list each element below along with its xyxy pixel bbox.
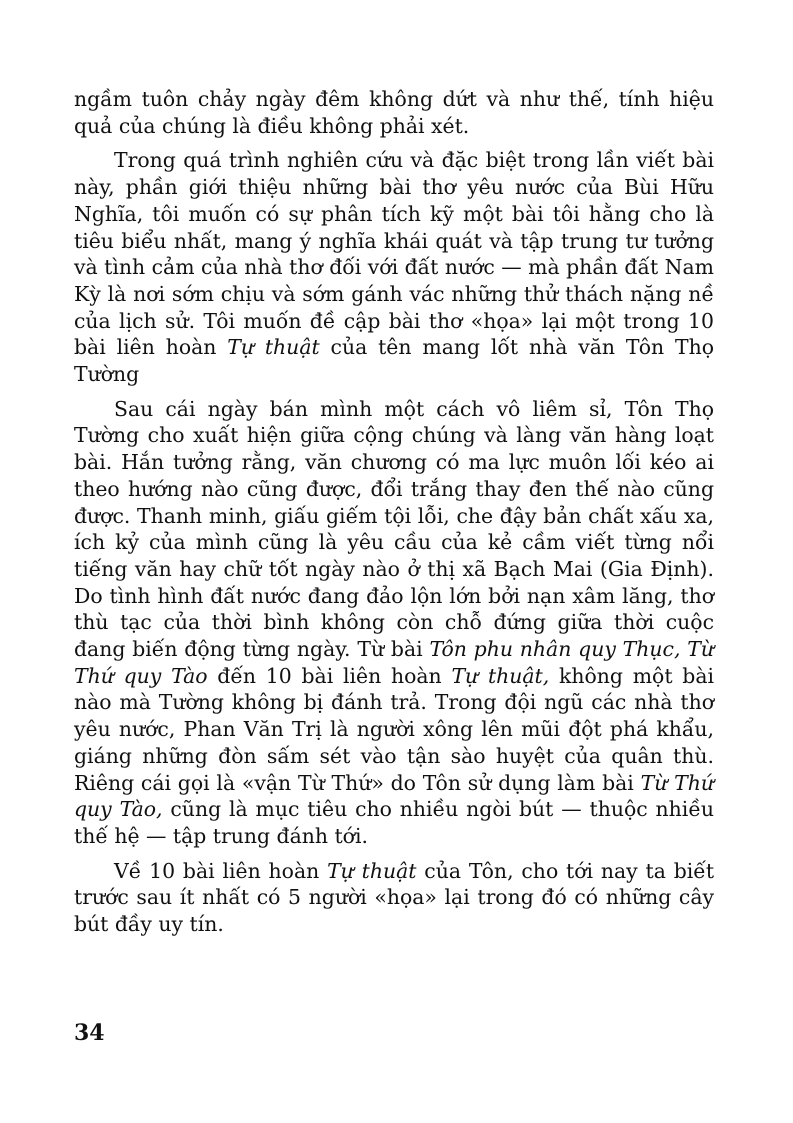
page-number: 34 <box>74 1020 105 1046</box>
paragraph <box>74 396 714 850</box>
italic-title-text: Tôn phu nhân quy Thục, Từ Thứ quy Tào <box>74 637 714 688</box>
paragraph-text: Trong quá trình nghiên cứu và đặc biệt trong lần viết bài này, phần giới thiệu những bài thơ yêu nước của Bùi Hữu Nghĩa, tôi muốn có sự phân tích kỹ một bài tôi hằng cho là tiêu biểu nhất, mang ý nghĩa khái quát và tập trung tư tưởng và tình cảm của nhà thơ đối với đất nước — mà phần đất Nam Kỳ là nơi sớm chịu và sớm gánh vác những thử thách nặng nề của lịch sử. Tôi muốn đề cập bài thơ «họa» lại một trong 10 bài liên hoàn <box>74 148 714 360</box>
paragraph <box>74 858 714 938</box>
paragraph <box>74 86 714 139</box>
body-text <box>74 86 714 946</box>
paragraph-text: Sau cái ngày bán mình một cách vô liêm sỉ, Tôn Thọ Tường cho xuất hiện giữa cộng chúng và làng văn hàng loạt bài. Hắn tưởng rằng, văn chương có ma lực muôn lối kéo ai theo hướng nào cũng được, đổi trắng thay đen thế nào cũng được. Thanh minh, giấu giếm tội lỗi, che đậy bản chất xấu xa, ích kỷ của mình cũng là yêu cầu của kẻ cầm viết từng nổi tiếng văn hay chữ tốt ngày nào ở thị xã Bạch Mai (Gia Định). Do tình hình đất nước đang đảo lộn lớn bởi nạn xâm lăng, thơ thù tạc của thời bình không còn chỗ đứng giữa thời cuộc đang biến động từng ngày. Từ bài <box>74 396 714 662</box>
italic-title-text: Từ Thứ quy Tào, <box>74 770 714 822</box>
paragraph-text: ngầm tuôn chảy ngày đêm không dứt và như thế, tính hiệu quả của chúng là điều không phải xét. <box>74 87 714 138</box>
italic-title-text: Tự thuật, <box>451 663 550 688</box>
italic-title-text: Tự thuật <box>327 858 417 883</box>
paragraph-text: cũng là mục tiêu cho nhiều ngòi bút — thuộc nhiều thế hệ — tập trung đánh tới. <box>74 797 714 848</box>
paragraph-text: không một bài nào mà Tường không bị đánh trả. Trong đội ngũ các nhà thơ yêu nước, Phan Văn Trị là người xông lên mũi đột phá khẩu, giáng những đòn sấm sét vào tận sào huyệt của quân thù. Riêng cái gọi là «vận Từ Thứ» do Tôn sử dụng làm bài <box>74 663 715 795</box>
paragraph-text: của tên mang lốt nhà văn Tôn Thọ Tường <box>74 335 714 387</box>
paragraph-text: Về 10 bài liên hoàn <box>114 858 328 883</box>
paragraph <box>74 147 714 387</box>
paragraph-text: của Tôn, cho tới nay ta biết trước sau ít nhất có 5 người «họa» lại trong đó có những cây bút đầy uy tín. <box>74 858 715 937</box>
italic-title-text: Tự thuật <box>227 335 320 360</box>
paragraph-text: đến 10 bài liên hoàn <box>207 663 452 688</box>
